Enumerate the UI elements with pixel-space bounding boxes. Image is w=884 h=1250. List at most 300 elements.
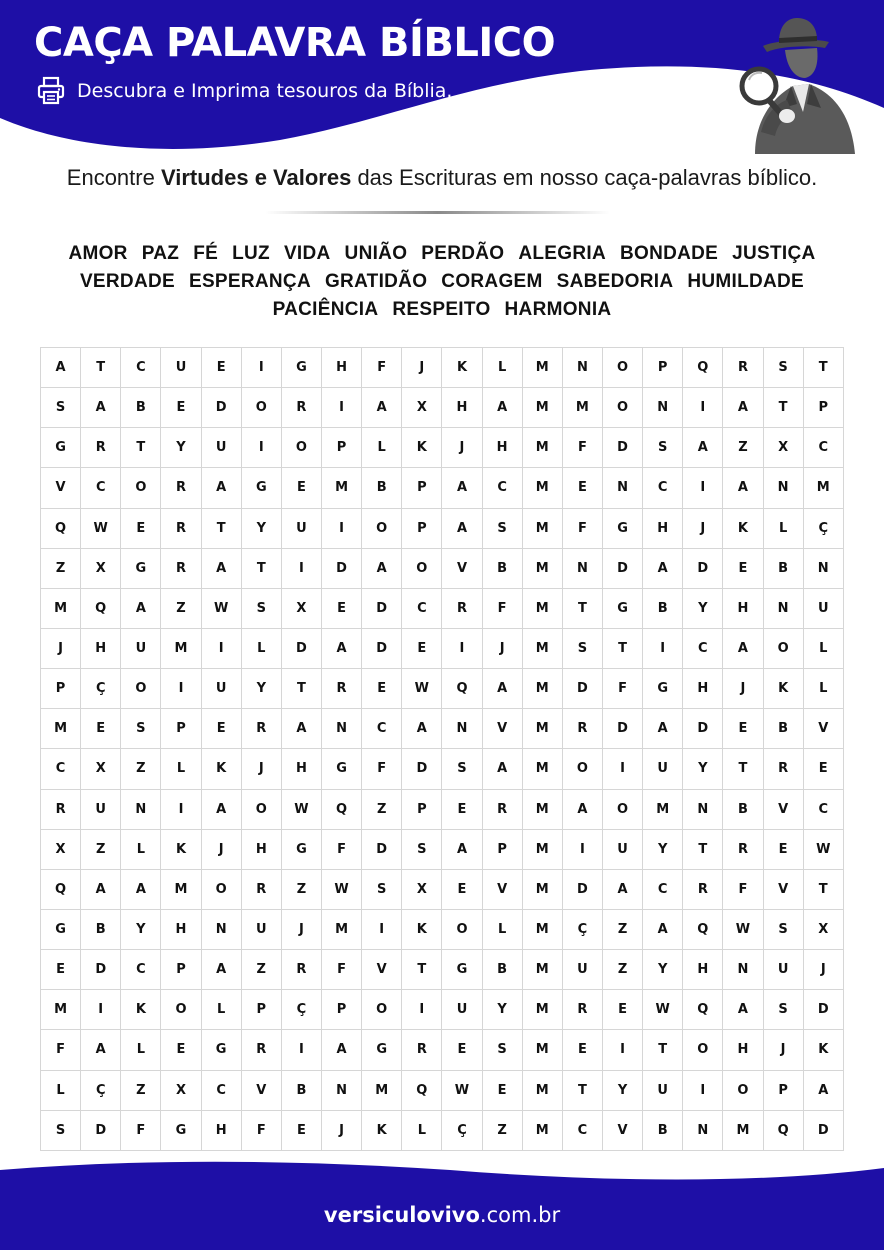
grid-cell[interactable]: V — [442, 549, 482, 589]
grid-cell[interactable]: T — [402, 950, 442, 990]
grid-cell[interactable]: Y — [161, 428, 201, 468]
grid-cell[interactable]: L — [362, 428, 402, 468]
grid-cell[interactable]: A — [202, 790, 242, 830]
grid-cell[interactable]: L — [764, 509, 804, 549]
grid-cell[interactable]: S — [41, 1111, 81, 1151]
grid-cell[interactable]: U — [643, 1071, 683, 1111]
grid-cell[interactable]: Y — [483, 990, 523, 1030]
grid-cell[interactable]: X — [764, 428, 804, 468]
grid-cell[interactable]: E — [442, 1030, 482, 1070]
grid-cell[interactable]: T — [804, 870, 844, 910]
grid-cell[interactable]: I — [242, 428, 282, 468]
grid-cell[interactable]: A — [442, 830, 482, 870]
grid-cell[interactable]: V — [804, 709, 844, 749]
grid-cell[interactable]: Z — [282, 870, 322, 910]
grid-cell[interactable]: U — [563, 950, 603, 990]
grid-cell[interactable]: M — [523, 1111, 563, 1151]
grid-cell[interactable]: A — [483, 669, 523, 709]
grid-cell[interactable]: G — [41, 428, 81, 468]
grid-cell[interactable]: K — [161, 830, 201, 870]
grid-cell[interactable]: E — [442, 870, 482, 910]
grid-cell[interactable]: P — [483, 830, 523, 870]
grid-cell[interactable]: R — [161, 509, 201, 549]
grid-cell[interactable]: Y — [683, 589, 723, 629]
grid-cell[interactable]: C — [804, 790, 844, 830]
grid-cell[interactable]: Q — [442, 669, 482, 709]
grid-cell[interactable]: C — [643, 870, 683, 910]
grid-cell[interactable]: L — [121, 830, 161, 870]
grid-cell[interactable]: A — [202, 549, 242, 589]
grid-cell[interactable]: I — [683, 1071, 723, 1111]
grid-cell[interactable]: F — [121, 1111, 161, 1151]
grid-cell[interactable]: J — [804, 950, 844, 990]
grid-cell[interactable]: B — [483, 549, 523, 589]
grid-cell[interactable]: X — [402, 388, 442, 428]
grid-cell[interactable]: P — [764, 1071, 804, 1111]
grid-cell[interactable]: M — [41, 709, 81, 749]
grid-cell[interactable]: I — [202, 629, 242, 669]
grid-cell[interactable]: R — [242, 709, 282, 749]
grid-cell[interactable]: G — [442, 950, 482, 990]
grid-cell[interactable]: K — [402, 428, 442, 468]
grid-cell[interactable]: V — [483, 870, 523, 910]
grid-cell[interactable]: K — [764, 669, 804, 709]
grid-cell[interactable]: S — [764, 348, 804, 388]
grid-cell[interactable]: O — [202, 870, 242, 910]
grid-cell[interactable]: M — [523, 589, 563, 629]
grid-cell[interactable]: C — [563, 1111, 603, 1151]
grid-cell[interactable]: E — [161, 388, 201, 428]
grid-cell[interactable]: O — [603, 388, 643, 428]
grid-cell[interactable]: M — [322, 468, 362, 508]
grid-cell[interactable]: E — [121, 509, 161, 549]
grid-cell[interactable]: F — [362, 348, 402, 388]
grid-cell[interactable]: M — [161, 629, 201, 669]
grid-cell[interactable]: Z — [81, 830, 121, 870]
grid-cell[interactable]: J — [483, 629, 523, 669]
grid-cell[interactable]: E — [764, 830, 804, 870]
grid-cell[interactable]: U — [804, 589, 844, 629]
grid-cell[interactable]: W — [282, 790, 322, 830]
grid-cell[interactable]: W — [322, 870, 362, 910]
grid-cell[interactable]: N — [322, 1071, 362, 1111]
grid-cell[interactable]: D — [804, 1111, 844, 1151]
grid-cell[interactable]: Y — [603, 1071, 643, 1111]
grid-cell[interactable]: Q — [764, 1111, 804, 1151]
grid-cell[interactable]: Q — [683, 348, 723, 388]
grid-cell[interactable]: O — [603, 790, 643, 830]
grid-cell[interactable]: R — [723, 348, 763, 388]
grid-cell[interactable]: M — [523, 1071, 563, 1111]
grid-cell[interactable]: E — [322, 589, 362, 629]
grid-cell[interactable]: U — [202, 428, 242, 468]
grid-cell[interactable]: Q — [683, 990, 723, 1030]
grid-cell[interactable]: J — [442, 428, 482, 468]
grid-cell[interactable]: R — [242, 870, 282, 910]
grid-cell[interactable]: F — [723, 870, 763, 910]
grid-cell[interactable]: E — [563, 1030, 603, 1070]
grid-cell[interactable]: T — [643, 1030, 683, 1070]
grid-cell[interactable]: R — [41, 790, 81, 830]
grid-cell[interactable]: P — [322, 428, 362, 468]
grid-cell[interactable]: T — [242, 549, 282, 589]
grid-cell[interactable]: I — [161, 790, 201, 830]
grid-cell[interactable]: H — [643, 509, 683, 549]
grid-cell[interactable]: M — [523, 749, 563, 789]
grid-cell[interactable]: S — [442, 749, 482, 789]
grid-cell[interactable]: D — [402, 749, 442, 789]
grid-cell[interactable]: G — [643, 669, 683, 709]
grid-cell[interactable]: B — [282, 1071, 322, 1111]
grid-cell[interactable]: N — [121, 790, 161, 830]
grid-cell[interactable]: X — [402, 870, 442, 910]
grid-cell[interactable]: A — [683, 428, 723, 468]
grid-cell[interactable]: Z — [603, 950, 643, 990]
grid-cell[interactable]: T — [723, 749, 763, 789]
grid-cell[interactable]: A — [723, 388, 763, 428]
grid-cell[interactable]: H — [483, 428, 523, 468]
grid-cell[interactable]: H — [683, 669, 723, 709]
grid-cell[interactable]: R — [683, 870, 723, 910]
grid-cell[interactable]: M — [523, 669, 563, 709]
grid-cell[interactable]: X — [804, 910, 844, 950]
grid-cell[interactable]: J — [764, 1030, 804, 1070]
grid-cell[interactable]: P — [402, 468, 442, 508]
grid-cell[interactable]: X — [81, 749, 121, 789]
grid-cell[interactable]: D — [683, 709, 723, 749]
grid-cell[interactable]: M — [523, 990, 563, 1030]
grid-cell[interactable]: M — [523, 830, 563, 870]
grid-cell[interactable]: L — [804, 669, 844, 709]
grid-cell[interactable]: R — [282, 388, 322, 428]
grid-cell[interactable]: O — [121, 468, 161, 508]
grid-cell[interactable]: C — [121, 950, 161, 990]
grid-cell[interactable]: V — [603, 1111, 643, 1151]
grid-cell[interactable]: T — [81, 348, 121, 388]
grid-cell[interactable]: I — [563, 830, 603, 870]
grid-cell[interactable]: B — [643, 1111, 683, 1151]
grid-cell[interactable]: S — [362, 870, 402, 910]
grid-cell[interactable]: M — [723, 1111, 763, 1151]
grid-cell[interactable]: M — [523, 790, 563, 830]
grid-cell[interactable]: U — [121, 629, 161, 669]
grid-cell[interactable]: R — [161, 549, 201, 589]
grid-cell[interactable]: H — [81, 629, 121, 669]
grid-cell[interactable]: N — [643, 388, 683, 428]
grid-cell[interactable]: W — [81, 509, 121, 549]
grid-cell[interactable]: C — [362, 709, 402, 749]
grid-cell[interactable]: G — [202, 1030, 242, 1070]
grid-cell[interactable]: N — [764, 589, 804, 629]
grid-cell[interactable]: B — [764, 549, 804, 589]
grid-cell[interactable]: Z — [483, 1111, 523, 1151]
grid-cell[interactable]: R — [161, 468, 201, 508]
grid-cell[interactable]: D — [362, 589, 402, 629]
grid-cell[interactable]: N — [202, 910, 242, 950]
grid-cell[interactable]: O — [402, 549, 442, 589]
grid-cell[interactable]: M — [523, 428, 563, 468]
grid-cell[interactable]: D — [202, 388, 242, 428]
grid-cell[interactable]: A — [202, 468, 242, 508]
grid-cell[interactable]: J — [723, 669, 763, 709]
grid-cell[interactable]: O — [764, 629, 804, 669]
grid-cell[interactable]: E — [161, 1030, 201, 1070]
grid-cell[interactable]: I — [161, 669, 201, 709]
grid-cell[interactable]: P — [402, 790, 442, 830]
grid-cell[interactable]: O — [161, 990, 201, 1030]
grid-cell[interactable]: S — [41, 388, 81, 428]
grid-cell[interactable]: M — [523, 870, 563, 910]
grid-cell[interactable]: V — [41, 468, 81, 508]
grid-cell[interactable]: W — [202, 589, 242, 629]
grid-cell[interactable]: L — [202, 990, 242, 1030]
grid-cell[interactable]: E — [202, 348, 242, 388]
grid-cell[interactable]: M — [804, 468, 844, 508]
grid-cell[interactable]: I — [81, 990, 121, 1030]
grid-cell[interactable]: P — [322, 990, 362, 1030]
grid-cell[interactable]: L — [242, 629, 282, 669]
grid-cell[interactable]: K — [804, 1030, 844, 1070]
grid-cell[interactable]: Y — [683, 749, 723, 789]
grid-cell[interactable]: Z — [242, 950, 282, 990]
grid-cell[interactable]: D — [804, 990, 844, 1030]
grid-cell[interactable]: Ç — [282, 990, 322, 1030]
grid-cell[interactable]: C — [41, 749, 81, 789]
grid-cell[interactable]: N — [322, 709, 362, 749]
grid-cell[interactable]: S — [242, 589, 282, 629]
grid-cell[interactable]: K — [723, 509, 763, 549]
grid-cell[interactable]: L — [483, 910, 523, 950]
grid-cell[interactable]: T — [563, 1071, 603, 1111]
grid-cell[interactable]: E — [282, 1111, 322, 1151]
grid-cell[interactable]: I — [322, 388, 362, 428]
grid-cell[interactable]: N — [563, 348, 603, 388]
grid-cell[interactable]: H — [202, 1111, 242, 1151]
grid-cell[interactable]: P — [643, 348, 683, 388]
grid-cell[interactable]: D — [282, 629, 322, 669]
grid-cell[interactable]: T — [804, 348, 844, 388]
grid-cell[interactable]: A — [81, 1030, 121, 1070]
grid-cell[interactable]: N — [723, 950, 763, 990]
grid-cell[interactable]: B — [483, 950, 523, 990]
grid-cell[interactable]: P — [161, 950, 201, 990]
grid-cell[interactable]: E — [81, 709, 121, 749]
grid-cell[interactable]: N — [563, 549, 603, 589]
grid-cell[interactable]: C — [121, 348, 161, 388]
grid-cell[interactable]: C — [683, 629, 723, 669]
grid-cell[interactable]: X — [41, 830, 81, 870]
grid-cell[interactable]: J — [282, 910, 322, 950]
grid-cell[interactable]: D — [603, 428, 643, 468]
grid-cell[interactable]: E — [563, 468, 603, 508]
grid-cell[interactable]: Y — [643, 950, 683, 990]
grid-cell[interactable]: D — [362, 629, 402, 669]
grid-cell[interactable]: O — [603, 348, 643, 388]
grid-cell[interactable]: E — [603, 990, 643, 1030]
grid-cell[interactable]: X — [161, 1071, 201, 1111]
grid-cell[interactable]: B — [723, 790, 763, 830]
grid-cell[interactable]: S — [764, 910, 804, 950]
grid-cell[interactable]: Q — [81, 589, 121, 629]
grid-cell[interactable]: M — [41, 990, 81, 1030]
grid-cell[interactable]: N — [764, 468, 804, 508]
grid-cell[interactable]: E — [483, 1071, 523, 1111]
grid-cell[interactable]: A — [442, 509, 482, 549]
grid-cell[interactable]: A — [603, 870, 643, 910]
grid-cell[interactable]: I — [282, 1030, 322, 1070]
grid-cell[interactable]: T — [683, 830, 723, 870]
grid-cell[interactable]: A — [81, 388, 121, 428]
grid-cell[interactable]: J — [322, 1111, 362, 1151]
grid-cell[interactable]: A — [322, 1030, 362, 1070]
grid-cell[interactable]: U — [161, 348, 201, 388]
grid-cell[interactable]: L — [483, 348, 523, 388]
grid-cell[interactable]: E — [202, 709, 242, 749]
grid-cell[interactable]: I — [603, 1030, 643, 1070]
grid-cell[interactable]: J — [202, 830, 242, 870]
grid-cell[interactable]: U — [442, 990, 482, 1030]
grid-cell[interactable]: U — [603, 830, 643, 870]
grid-cell[interactable]: W — [723, 910, 763, 950]
grid-cell[interactable]: Y — [643, 830, 683, 870]
grid-cell[interactable]: G — [242, 468, 282, 508]
grid-cell[interactable]: M — [523, 468, 563, 508]
grid-cell[interactable]: V — [242, 1071, 282, 1111]
grid-cell[interactable]: A — [362, 549, 402, 589]
grid-cell[interactable]: A — [563, 790, 603, 830]
grid-cell[interactable]: Y — [121, 910, 161, 950]
grid-cell[interactable]: E — [723, 709, 763, 749]
grid-cell[interactable]: T — [563, 589, 603, 629]
grid-cell[interactable]: D — [362, 830, 402, 870]
grid-cell[interactable]: S — [563, 629, 603, 669]
grid-cell[interactable]: V — [483, 709, 523, 749]
grid-cell[interactable]: D — [563, 870, 603, 910]
grid-cell[interactable]: W — [402, 669, 442, 709]
grid-cell[interactable]: I — [402, 990, 442, 1030]
grid-cell[interactable]: S — [764, 990, 804, 1030]
grid-cell[interactable]: O — [683, 1030, 723, 1070]
grid-cell[interactable]: T — [764, 388, 804, 428]
grid-cell[interactable]: O — [362, 990, 402, 1030]
grid-cell[interactable]: C — [804, 428, 844, 468]
grid-cell[interactable]: V — [764, 870, 804, 910]
grid-cell[interactable]: X — [282, 589, 322, 629]
grid-cell[interactable]: Y — [242, 669, 282, 709]
grid-cell[interactable]: A — [442, 468, 482, 508]
grid-cell[interactable]: O — [121, 669, 161, 709]
grid-cell[interactable]: M — [41, 589, 81, 629]
grid-cell[interactable]: Z — [41, 549, 81, 589]
grid-cell[interactable]: M — [523, 509, 563, 549]
grid-cell[interactable]: L — [161, 749, 201, 789]
grid-cell[interactable]: T — [282, 669, 322, 709]
grid-cell[interactable]: F — [362, 749, 402, 789]
grid-cell[interactable]: A — [643, 549, 683, 589]
grid-cell[interactable]: M — [523, 709, 563, 749]
grid-cell[interactable]: E — [804, 749, 844, 789]
grid-cell[interactable]: H — [322, 348, 362, 388]
grid-cell[interactable]: E — [442, 790, 482, 830]
grid-cell[interactable]: G — [161, 1111, 201, 1151]
grid-cell[interactable]: U — [764, 950, 804, 990]
grid-cell[interactable]: O — [362, 509, 402, 549]
grid-cell[interactable]: L — [804, 629, 844, 669]
grid-cell[interactable]: Q — [683, 910, 723, 950]
grid-cell[interactable]: C — [202, 1071, 242, 1111]
grid-cell[interactable]: O — [563, 749, 603, 789]
grid-cell[interactable]: N — [683, 790, 723, 830]
grid-cell[interactable]: H — [683, 950, 723, 990]
grid-cell[interactable]: O — [442, 910, 482, 950]
grid-cell[interactable]: Ç — [442, 1111, 482, 1151]
grid-cell[interactable]: A — [41, 348, 81, 388]
grid-cell[interactable]: F — [41, 1030, 81, 1070]
grid-cell[interactable]: J — [402, 348, 442, 388]
grid-cell[interactable]: A — [483, 749, 523, 789]
grid-cell[interactable]: L — [121, 1030, 161, 1070]
grid-cell[interactable]: A — [322, 629, 362, 669]
grid-cell[interactable]: P — [161, 709, 201, 749]
grid-cell[interactable]: Z — [161, 589, 201, 629]
grid-cell[interactable]: E — [41, 950, 81, 990]
grid-cell[interactable]: F — [563, 428, 603, 468]
grid-cell[interactable]: A — [282, 709, 322, 749]
grid-cell[interactable]: S — [121, 709, 161, 749]
grid-cell[interactable]: J — [242, 749, 282, 789]
grid-cell[interactable]: C — [643, 468, 683, 508]
grid-cell[interactable]: T — [202, 509, 242, 549]
grid-cell[interactable]: N — [442, 709, 482, 749]
grid-cell[interactable]: G — [362, 1030, 402, 1070]
grid-cell[interactable]: B — [362, 468, 402, 508]
grid-cell[interactable]: R — [723, 830, 763, 870]
grid-cell[interactable]: A — [402, 709, 442, 749]
grid-cell[interactable]: F — [242, 1111, 282, 1151]
grid-cell[interactable]: Z — [121, 749, 161, 789]
grid-cell[interactable]: F — [603, 669, 643, 709]
grid-cell[interactable]: U — [242, 910, 282, 950]
grid-cell[interactable]: R — [764, 749, 804, 789]
grid-cell[interactable]: R — [402, 1030, 442, 1070]
grid-cell[interactable]: E — [282, 468, 322, 508]
grid-cell[interactable]: R — [242, 1030, 282, 1070]
grid-cell[interactable]: L — [402, 1111, 442, 1151]
grid-cell[interactable]: H — [723, 1030, 763, 1070]
grid-cell[interactable]: Z — [362, 790, 402, 830]
grid-cell[interactable]: K — [121, 990, 161, 1030]
grid-cell[interactable]: P — [41, 669, 81, 709]
grid-cell[interactable]: A — [483, 388, 523, 428]
grid-cell[interactable]: M — [322, 910, 362, 950]
grid-cell[interactable]: G — [282, 348, 322, 388]
grid-cell[interactable]: W — [804, 830, 844, 870]
grid-cell[interactable]: T — [121, 428, 161, 468]
grid-cell[interactable]: H — [723, 589, 763, 629]
grid-cell[interactable]: K — [362, 1111, 402, 1151]
grid-cell[interactable]: S — [643, 428, 683, 468]
grid-cell[interactable]: J — [683, 509, 723, 549]
grid-cell[interactable]: S — [483, 509, 523, 549]
grid-cell[interactable]: M — [523, 910, 563, 950]
grid-cell[interactable]: T — [603, 629, 643, 669]
grid-cell[interactable]: A — [643, 709, 683, 749]
grid-cell[interactable]: I — [643, 629, 683, 669]
grid-cell[interactable]: A — [121, 870, 161, 910]
grid-cell[interactable]: B — [121, 388, 161, 428]
grid-cell[interactable]: Q — [322, 790, 362, 830]
grid-cell[interactable]: G — [603, 509, 643, 549]
